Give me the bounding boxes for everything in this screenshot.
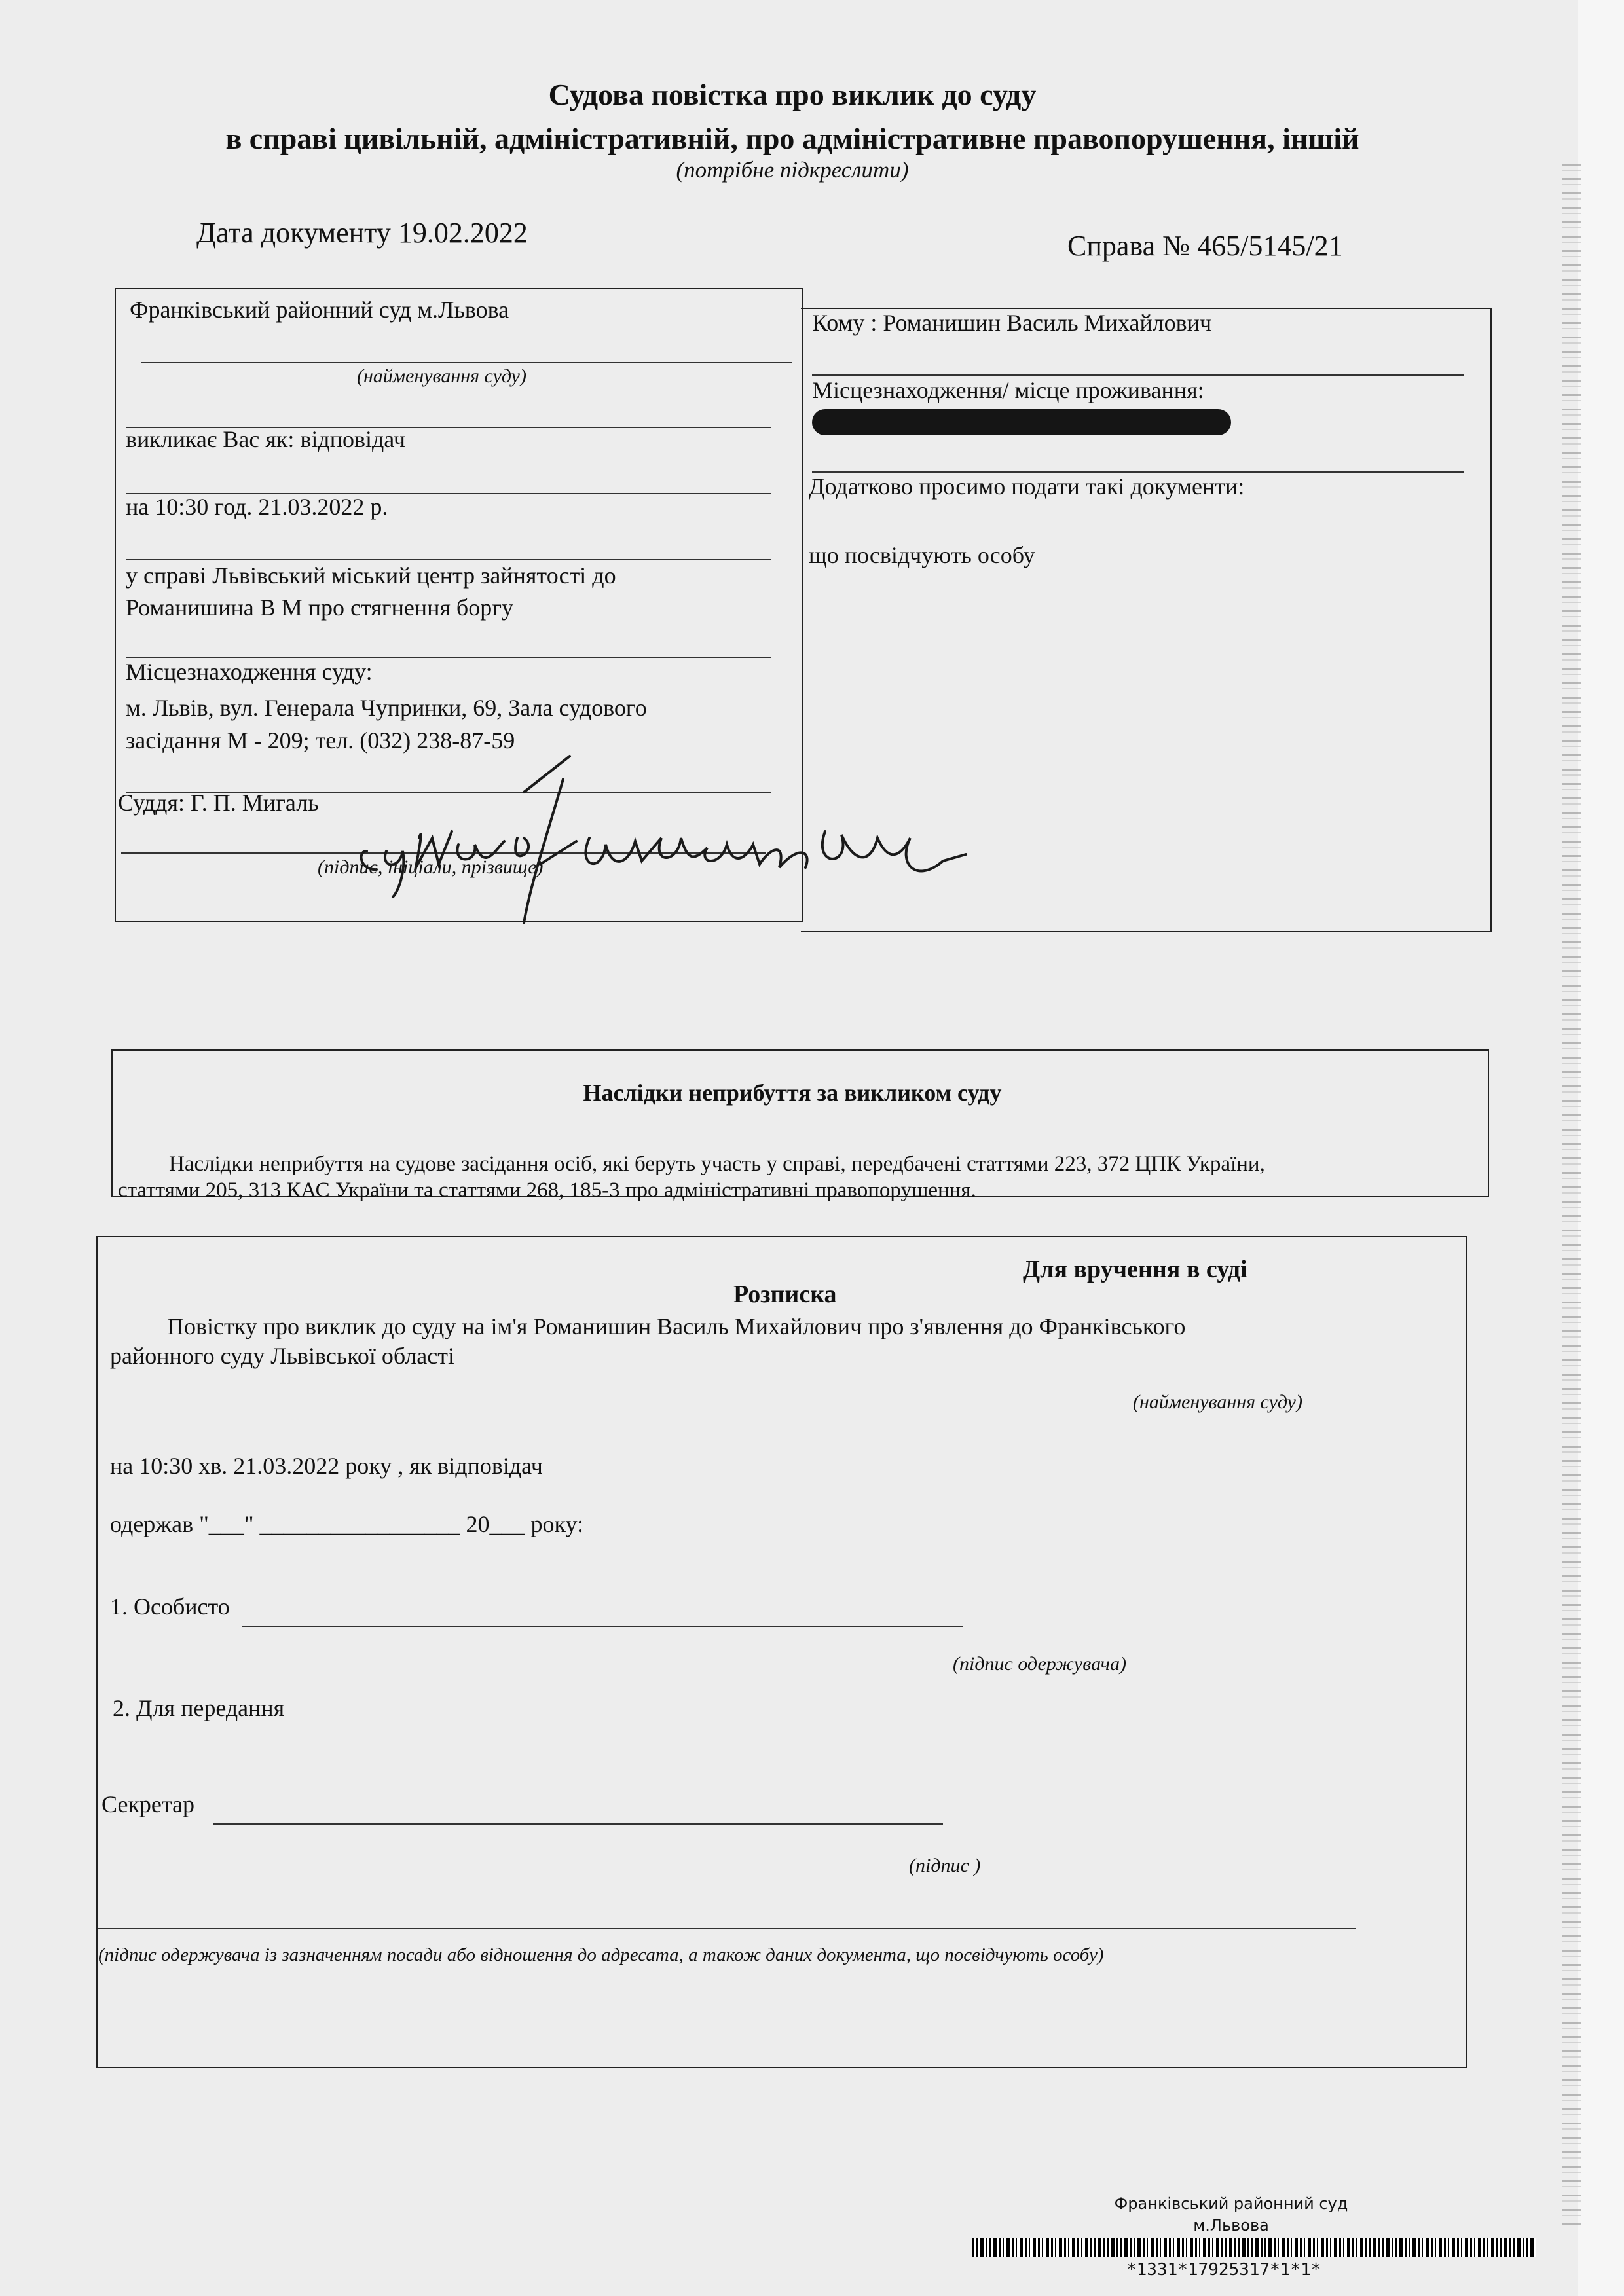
- court-name-caption: (найменування суду): [357, 365, 526, 387]
- subtitle: (потрібне підкреслити): [676, 157, 909, 183]
- court-location-line-1: м. Львів, вул. Генерала Чупринки, 69, Зала судового: [126, 695, 647, 721]
- recipient-signature-caption: (підпис одержувача із зазначенням посади або відношення до адресата, а також даних документа, що посвідчують особу): [98, 1944, 1104, 1965]
- receipt-text-line-2: районного суду Львівської області: [110, 1343, 454, 1369]
- appearance-time: на 10:30 год. 21.03.2022 р.: [126, 494, 388, 520]
- recipient-signature-line: [98, 1928, 1356, 1929]
- barcode: [972, 2238, 1536, 2257]
- court-location-line-2: засідання М - 209; тел. (032) 238-87-59: [126, 727, 515, 754]
- title-line-1: Судова повістка про виклик до суду: [548, 78, 1037, 111]
- receipt-time-line: на 10:30 хв. 21.03.2022 року , як відповідач: [110, 1453, 543, 1479]
- redacted-address: [812, 409, 1231, 435]
- secretary-label: Секретар: [101, 1791, 195, 1817]
- additional-documents-label: Додатково просимо подати такі документи:: [809, 473, 1245, 500]
- secretary-signature-caption: (підпис ): [909, 1855, 981, 1876]
- consequences-text-line-1: Наслідки неприбуття на судове засідання осіб, які беруть участь у справі, передбачені статтями 223, 372 ЦПК України,: [169, 1152, 1265, 1176]
- personal-receipt-label: 1. Особисто: [110, 1594, 230, 1620]
- court-name: Франківський районний суд м.Львова: [130, 297, 509, 323]
- case-description-line-1: у справі Львівський міський центр зайнятості до: [126, 562, 616, 589]
- consequences-text-line-2: статтями 205, 313 КАС України та статтями 268, 185-3 про адміністративні правопорушення.: [118, 1178, 976, 1202]
- receipt-court-caption: (найменування суду): [1133, 1391, 1302, 1413]
- received-date-line: одержав "___" _________________ 20___ року:: [110, 1511, 584, 1537]
- scan-edge: [1578, 0, 1624, 2296]
- footer-court-line-1: Франківський районний суд: [1114, 2195, 1348, 2213]
- divider: [141, 362, 792, 363]
- delivery-note: Для вручення в суді: [1023, 1256, 1247, 1283]
- consequences-heading: Наслідки неприбуття за викликом суду: [583, 1080, 1002, 1106]
- summon-role: викликає Вас як: відповідач: [126, 426, 405, 452]
- divider: [812, 374, 1464, 376]
- receipt-text-line-1: Повістку про виклик до суду на ім'я Романишин Василь Михайлович про з'явлення до Франківського: [167, 1313, 1186, 1339]
- divider: [126, 559, 771, 560]
- handwritten-signature: [354, 753, 982, 930]
- personal-signature-line: [242, 1626, 963, 1627]
- recipient-name: Кому : Романишин Василь Михайлович: [812, 310, 1212, 336]
- scan-edge-marks: [1562, 164, 1581, 2226]
- footer-court-line-2: м.Львова: [1193, 2216, 1269, 2234]
- receipt-heading: Розписка: [733, 1281, 837, 1308]
- signature-caption: (підпис, ініціали, прізвище): [318, 856, 544, 878]
- personal-signature-caption: (підпис одержувача): [953, 1653, 1126, 1675]
- secretary-signature-line: [213, 1823, 943, 1825]
- document-date: Дата документу 19.02.2022: [196, 217, 528, 249]
- recipient-address-label: Місцезнаходження/ місце проживання:: [812, 377, 1204, 403]
- court-location-label: Місцезнаходження суду:: [126, 659, 373, 685]
- additional-documents-value: що посвідчують особу: [809, 542, 1035, 568]
- transfer-label: 2. Для передання: [113, 1695, 285, 1721]
- judge-name: Суддя: Г. П. Мигаль: [118, 790, 319, 816]
- title-line-2: в справі цивільній, адміністративній, про адміністративне правопорушення, іншій: [225, 122, 1359, 155]
- case-description-line-2: Романишина В М про стягнення боргу: [126, 594, 513, 621]
- case-number: Справа № 465/5145/21: [1067, 230, 1343, 262]
- barcode-text: *1331*17925317*1*1*: [1126, 2260, 1321, 2280]
